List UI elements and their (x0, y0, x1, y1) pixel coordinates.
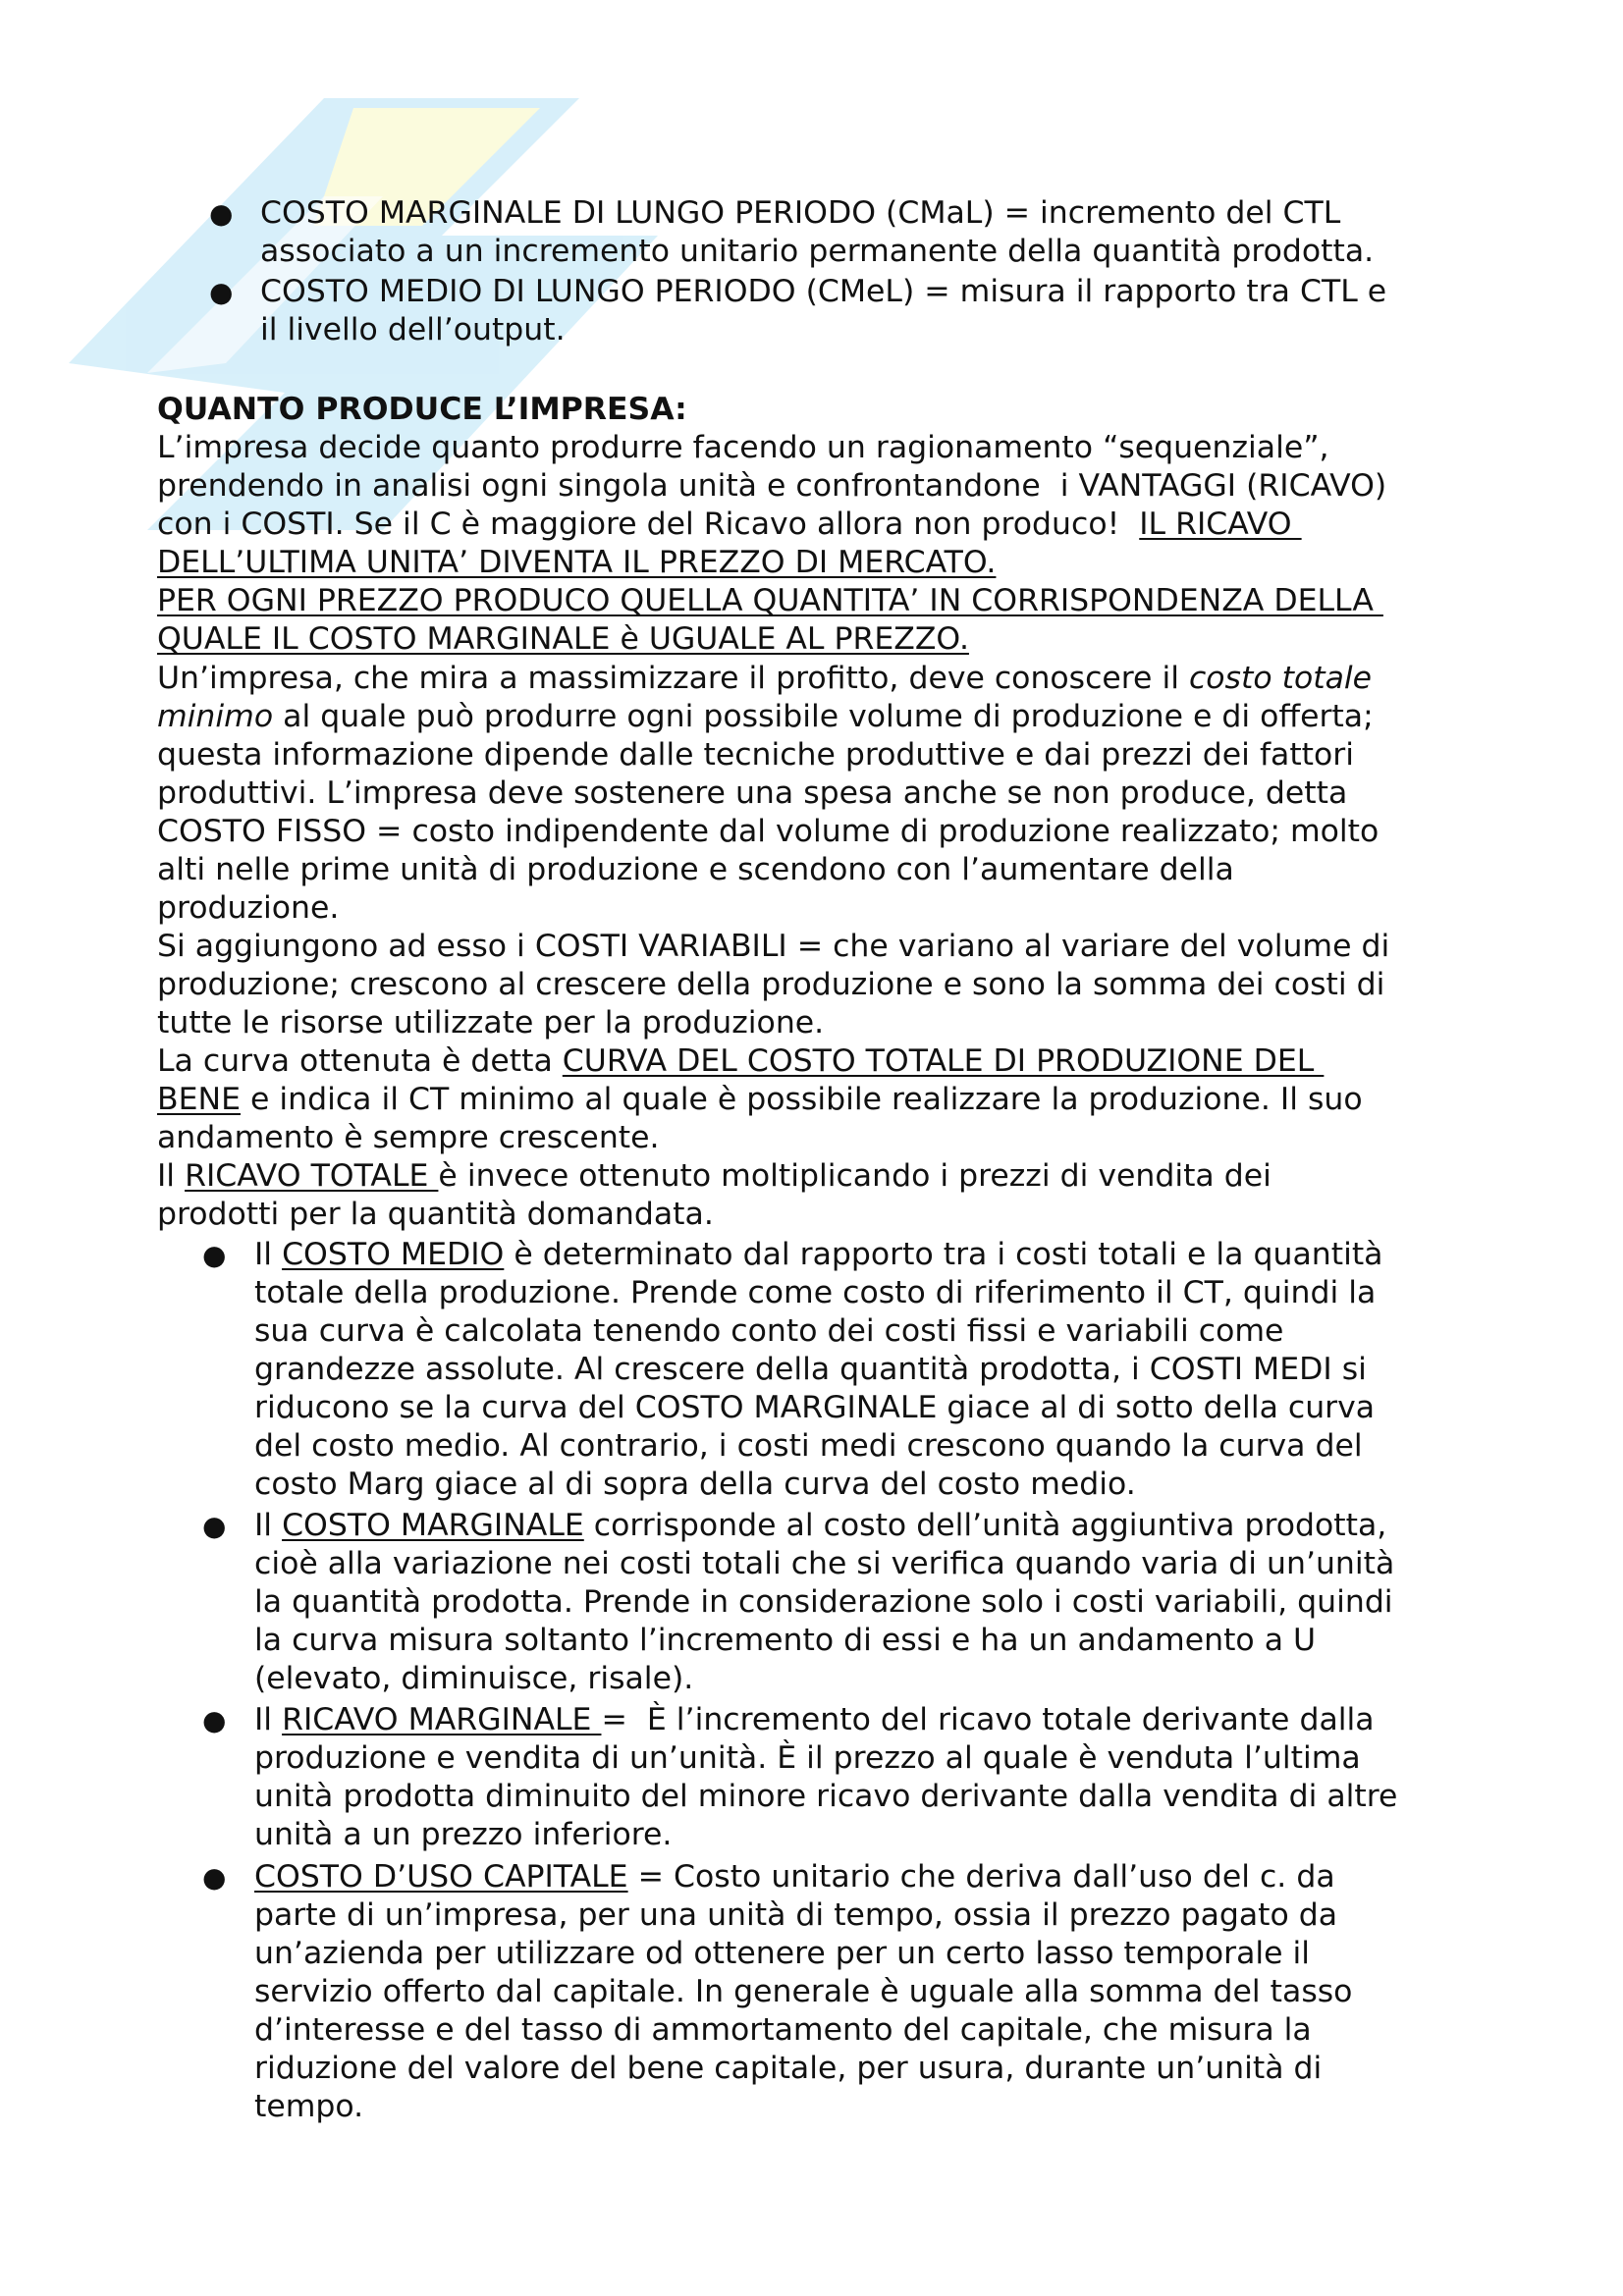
bullet-cmel-line2: il livello dell’output. (260, 312, 566, 347)
bullet-costo-uso-line7: tempo. (254, 2089, 364, 2124)
bullet-icon: ● (202, 1510, 227, 1542)
bullet-cmal-line1: COSTO MARGINALE DI LUNGO PERIODO (CMaL) = incremento del CTL (260, 195, 1341, 231)
p2-line9: produzione; crescono al crescere della produzione e sono la somma dei costi di (157, 967, 1385, 1002)
p2-line11-underlined: CURVA DEL COSTO TOTALE DI PRODUZIONE DEL (562, 1043, 1325, 1079)
bullet-costo-medio-line1 (254, 1236, 1382, 1274)
p2-line12 (157, 1081, 1363, 1119)
p2-line7: produzione. (157, 890, 340, 926)
bullet-icon: ● (209, 197, 234, 230)
bullet-costo-medio-term: COSTO MEDIO (282, 1237, 505, 1272)
bullet-ricavo-marginale-line1 (254, 1701, 1375, 1739)
bullet-costo-medio-pre: Il (254, 1237, 283, 1272)
bullet-costo-uso-line3: un’azienda per utilizzare od ottenere per un certo lasso temporale il (254, 1936, 1311, 1971)
p2-line1 (157, 660, 1372, 698)
p1-line3-underlined: IL RICAVO (1139, 507, 1302, 542)
p1-line6: QUALE IL COSTO MARGINALE è UGUALE AL PREZZO. (157, 621, 969, 657)
section-heading: QUANTO PRODUCE L’IMPRESA: (157, 392, 687, 427)
p1-line1: L’impresa decide quanto produrre facendo un ragionamento “sequenziale”, (157, 430, 1329, 465)
bullet-costo-medio-line6: del costo medio. Al contrario, i costi medi crescono quando la curva del (254, 1428, 1363, 1464)
p2-line15: prodotti per la quantità domandata. (157, 1197, 714, 1232)
bullet-icon: ● (202, 1861, 227, 1894)
p1-line3 (157, 506, 1302, 544)
bullet-costo-marginale-line3: la quantità prodotta. Prende in considerazione solo i costi variabili, quindi (254, 1584, 1393, 1620)
bullet-costo-marginale-post: corrisponde al costo dell’unità aggiuntiva prodotta, (583, 1508, 1387, 1543)
p2-line2-italic: minimo (157, 699, 274, 734)
p2-line2 (157, 698, 1374, 736)
bullet-costo-marginale-line4: la curva misura soltanto l’incremento di essi e ha un andamento a U (254, 1623, 1317, 1658)
bullet-costo-marginale-line2: cioè alla variazione nei costi totali che si verifica quando varia di un’unità (254, 1546, 1395, 1581)
bullet-costo-medio-line4: grandezze assolute. Al crescere della quantità prodotta, i COSTI MEDI si (254, 1352, 1367, 1387)
bullet-costo-medio-line7: costo Marg giace al di sopra della curva del costo medio. (254, 1467, 1136, 1502)
bullet-ricavo-marginale-term: RICAVO MARGINALE (282, 1702, 602, 1737)
bullet-costo-medio-line3: sua curva è calcolata tenendo conto dei costi fissi e variabili come (254, 1313, 1284, 1349)
p2-line1-italic: costo totale (1188, 661, 1373, 696)
p2-line2-text: al quale può produrre ogni possibile volume di produzione e di offerta; (273, 699, 1374, 734)
p2-line11-text: La curva ottenuta è detta (157, 1043, 563, 1079)
bullet-costo-uso-line5: d’interesse e del tasso di ammortamento del capitale, che misura la (254, 2012, 1312, 2048)
p2-line14-underlined: RICAVO TOTALE (185, 1158, 439, 1194)
p2-line1-text: Un’impresa, che mira a massimizzare il profitto, deve conoscere il (157, 661, 1189, 696)
p1-line4: DELL’ULTIMA UNITA’ DIVENTA IL PREZZO DI MERCATO. (157, 545, 997, 580)
bullet-icon: ● (202, 1704, 227, 1736)
p2-line4: produttivi. L’impresa deve sostenere una spesa anche se non produce, detta (157, 775, 1348, 811)
bullet-costo-marginale-term: COSTO MARGINALE (282, 1508, 584, 1543)
bullet-ricavo-marginale-line4: unità a un prezzo inferiore. (254, 1817, 673, 1852)
bullet-ricavo-marginale-post: = È l’incremento del ricavo totale derivante dalla (601, 1702, 1375, 1737)
bullet-costo-uso-line6: riduzione del valore del bene capitale, per usura, durante un’unità di (254, 2051, 1323, 2086)
p2-line11 (157, 1042, 1324, 1081)
p2-line5: COSTO FISSO = costo indipendente dal volume di produzione realizzato; molto (157, 814, 1380, 849)
bullet-ricavo-marginale-line2: produzione e vendita di un’unità. È il prezzo al quale è venduta l’ultima (254, 1740, 1361, 1776)
bullet-costo-uso-post: = Costo unitario che deriva dall’uso del c. da (627, 1859, 1335, 1895)
p2-line3: questa informazione dipende dalle tecniche produttive e dai prezzi dei fattori (157, 737, 1355, 773)
p1-line2: prendendo in analisi ogni singola unità e confrontandone i VANTAGGI (RICAVO) (157, 468, 1387, 504)
bullet-costo-marginale-line5: (elevato, diminuisce, risale). (254, 1661, 694, 1696)
bullet-costo-medio-line5: riducono se la curva del COSTO MARGINALE giace al di sotto della curva (254, 1390, 1376, 1425)
bullet-costo-uso-line1 (254, 1858, 1335, 1896)
p2-line10: tutte le risorse utilizzate per la produzione. (157, 1005, 825, 1041)
p2-line6: alti nelle prime unità di produzione e scendono con l’aumentare della (157, 852, 1234, 887)
bullet-costo-marginale-line1 (254, 1507, 1386, 1545)
p2-line14-post: è invece ottenuto moltiplicando i prezzi di vendita dei (438, 1158, 1271, 1194)
bullet-cmel-line1: COSTO MEDIO DI LUNGO PERIODO (CMeL) = misura il rapporto tra CTL e (260, 274, 1387, 309)
p2-line12-underlined: BENE (157, 1082, 241, 1117)
bullet-cmal-line2: associato a un incremento unitario permanente della quantità prodotta. (260, 234, 1375, 269)
bullet-costo-marginale-pre: Il (254, 1508, 283, 1543)
p2-line8: Si aggiungono ad esso i COSTI VARIABILI = che variano al variare del volume di (157, 929, 1390, 964)
p2-line14-pre: Il (157, 1158, 186, 1194)
p2-line13: andamento è sempre crescente. (157, 1120, 660, 1155)
bullet-costo-uso-line2: parte di un’impresa, per una unità di tempo, ossia il prezzo pagato da (254, 1897, 1338, 1933)
bullet-ricavo-marginale-line3: unità prodotta diminuito del minore ricavo derivante dalla vendita di altre (254, 1779, 1398, 1814)
bullet-icon: ● (202, 1239, 227, 1271)
p2-line12-text: e indica il CT minimo al quale è possibile realizzare la produzione. Il suo (240, 1082, 1363, 1117)
bullet-costo-uso-line4: servizio offerto dal capitale. In generale è uguale alla somma del tasso (254, 1974, 1353, 2009)
p1-line5: PER OGNI PREZZO PRODUCO QUELLA QUANTITA’ IN CORRISPONDENZA DELLA (157, 583, 1383, 618)
bullet-ricavo-marginale-pre: Il (254, 1702, 283, 1737)
bullet-costo-uso-term: COSTO D’USO CAPITALE (254, 1859, 628, 1895)
p1-line3-text: con i COSTI. Se il C è maggiore del Ricavo allora non produco! (157, 507, 1140, 542)
p2-line14 (157, 1157, 1271, 1196)
bullet-costo-medio-post: è determinato dal rapporto tra i costi totali e la quantità (504, 1237, 1383, 1272)
bullet-costo-medio-line2: totale della produzione. Prende come costo di riferimento il CT, quindi la (254, 1275, 1377, 1310)
bullet-icon: ● (209, 276, 234, 308)
